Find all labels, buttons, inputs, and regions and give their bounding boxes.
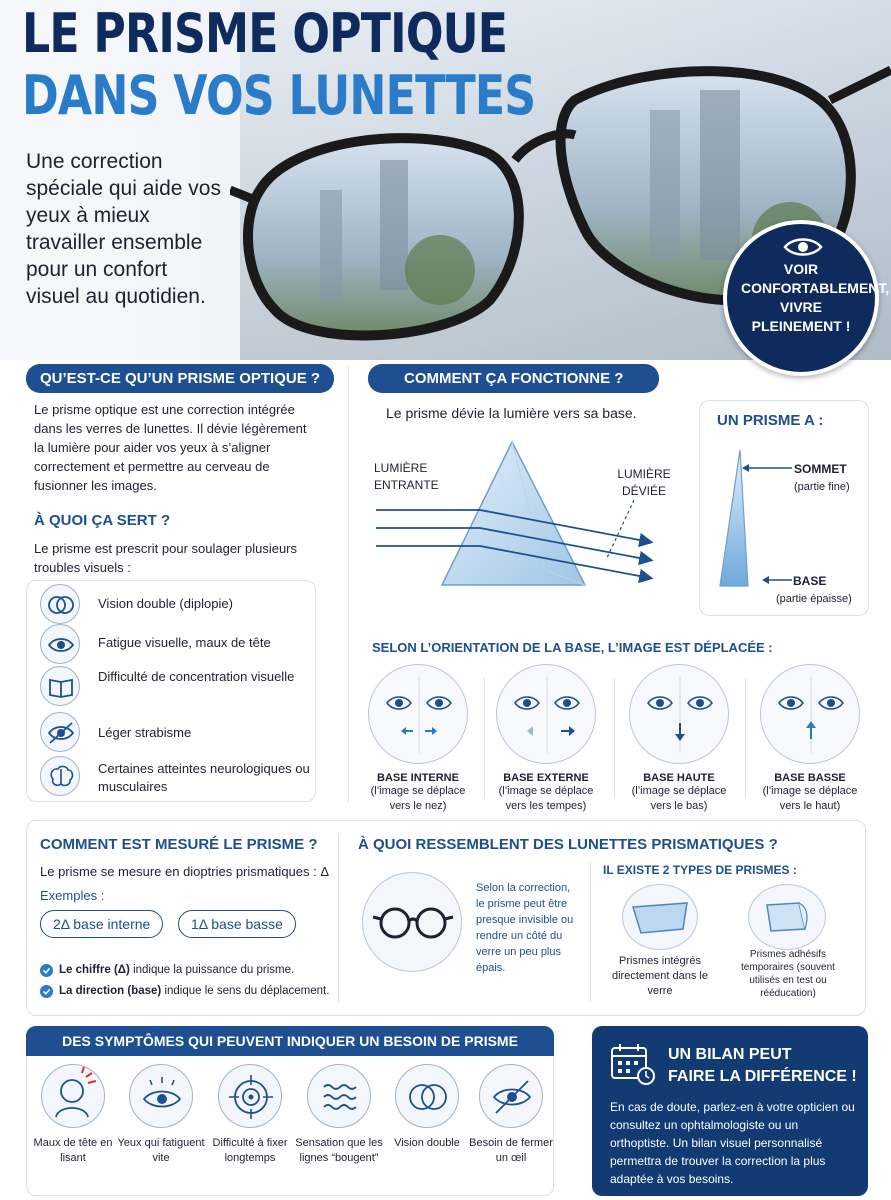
- calendar-icon: [610, 1042, 656, 1086]
- type1-label: Prismes intégrés directement dans le verre: [612, 955, 708, 997]
- prism-parts-title: UN PRISME A :: [717, 412, 824, 429]
- tired-eye-icon: [129, 1064, 193, 1128]
- base-sublabel: (partie épaisse): [776, 593, 852, 605]
- prism-diagram: [370, 430, 670, 600]
- use-intro: Le prisme est prescrit pour soulager plusieurs troubles visuels :: [34, 541, 298, 575]
- check-icon: [40, 985, 53, 998]
- orientation-title: BASE EXTERNE: [503, 772, 589, 784]
- type2-label: Prismes adhésifs temporaires (souvent utilisés en test ou rééducation): [741, 949, 835, 999]
- orientation-title: BASE INTERNE: [377, 772, 459, 784]
- column-divider: [348, 366, 349, 802]
- how-heading: COMMENT ÇA FONCTIONNE ?: [368, 364, 659, 393]
- integrated-prism-icon: [622, 884, 698, 950]
- light-out-label: LUMIÈRE DÉVIÉE: [617, 467, 671, 498]
- brain-icon: [40, 756, 80, 796]
- trouble-label: Certaines atteintes neurologiques ou musculaires: [98, 761, 310, 794]
- trouble-item: [40, 584, 310, 624]
- orientation-item: [758, 664, 862, 814]
- top-sublabel: (partie fine): [794, 481, 850, 493]
- orientation-heading: SELON L’ORIENTATION DE LA BASE, L’IMAGE EST DÉPLACÉE :: [372, 640, 773, 655]
- symptom-item: [294, 1064, 384, 1166]
- double-circle-icon: [395, 1064, 459, 1128]
- eye-icon: [40, 624, 80, 664]
- measure-note-2: [59, 982, 329, 1001]
- what-body: Le prisme optique est une correction intégrée dans les verres de lunettes. Il dévie légèrement la lumière pour aider vos yeux à s’aligner correctement et permettre au cerveau de fusionner les images.: [34, 402, 307, 493]
- crossed-eye-icon: [40, 712, 80, 752]
- adhesive-prism-icon: [748, 884, 826, 950]
- arrow-left-icon: [742, 462, 794, 474]
- symptom-item: [382, 1064, 472, 1151]
- top-label: SOMMET: [794, 462, 847, 476]
- trouble-item: [40, 624, 310, 664]
- example-tag: 2Δ base interne: [40, 910, 163, 938]
- orientation-title: BASE BASSE: [774, 772, 846, 784]
- symptom-item: [205, 1064, 295, 1166]
- light-in-label: LUMIÈRE ENTRANTE: [374, 461, 439, 492]
- eyes-icon: [496, 664, 596, 764]
- title-line-2: DANS VOS LUNETTES: [22, 64, 536, 127]
- looks-desc: Selon la correction, le prisme peut être presque invisible ou rendre un côté du verre un peu plus épais.: [476, 882, 574, 974]
- bilan-card: [592, 1026, 868, 1196]
- orientation-desc: (l’image se déplace vers le haut): [762, 785, 858, 812]
- book-icon: [40, 666, 80, 706]
- looks-heading: À QUOI RESSEMBLENT DES LUNETTES PRISMATIQUES ?: [358, 836, 778, 853]
- measure-intro: Le prisme se mesure en dioptries prismatiques : Δ: [40, 864, 330, 879]
- divider: [484, 678, 485, 798]
- trouble-item: [40, 666, 310, 706]
- note-text: indique le sens du déplacement.: [161, 985, 330, 997]
- divider: [745, 678, 746, 798]
- title-line-1: LE PRISME OPTIQUE: [22, 2, 508, 65]
- symptom-label: Difficulté à fixer longtemps: [212, 1137, 288, 1164]
- orientation-title: BASE HAUTE: [643, 772, 715, 784]
- symptom-item: [28, 1064, 118, 1166]
- trouble-label: Vision double (diplopie): [98, 596, 233, 611]
- eyes-icon: [629, 664, 729, 764]
- symptoms-heading: DES SYMPTÔMES QUI PEUVENT INDIQUER UN BESOIN DE PRISME: [26, 1026, 554, 1056]
- slogan-badge: [723, 220, 890, 376]
- orientation-desc: (l’image se déplace vers le bas): [631, 785, 727, 812]
- base-label: BASE: [793, 574, 827, 588]
- target-icon: [218, 1064, 282, 1128]
- trouble-item: [40, 756, 310, 796]
- round-glasses-icon: [362, 872, 462, 972]
- divider: [338, 834, 339, 1002]
- trouble-item: [40, 712, 310, 752]
- eye-icon: [783, 236, 823, 258]
- bilan-title-1: UN BILAN PEUT: [668, 1046, 792, 1063]
- note-bold: La direction (base): [59, 985, 162, 997]
- divider: [614, 678, 615, 798]
- use-heading: À QUOI ÇA SERT ?: [34, 512, 171, 529]
- examples-label: Exemples :: [40, 888, 105, 903]
- symptom-item: [466, 1064, 556, 1166]
- orientation-item: [366, 664, 470, 814]
- symptom-item: [116, 1064, 206, 1166]
- symptom-label: Vision double: [394, 1137, 460, 1149]
- measure-note-1: [59, 961, 294, 980]
- symptom-label: Maux de tête en lisant: [33, 1137, 113, 1164]
- eyes-icon: [760, 664, 860, 764]
- symptom-label: Besoin de fermer un œil: [469, 1137, 553, 1164]
- trouble-label: Difficulté de concentration visuelle: [98, 669, 295, 684]
- orientation-desc: (l’image se déplace vers les tempes): [498, 785, 594, 812]
- eyes-icon: [368, 664, 468, 764]
- what-heading: QU’EST-CE QU’UN PRISME OPTIQUE ?: [26, 364, 334, 393]
- orientation-item: [627, 664, 731, 814]
- hero-subtitle: Une correction spéciale qui aide vos yeux à mieux travailler ensemble pour un confort visuel au quotidien.: [26, 150, 221, 308]
- closed-eye-icon: [479, 1064, 543, 1128]
- double-circle-icon: [40, 584, 80, 624]
- how-intro: Le prisme dévie la lumière vers sa base.: [386, 405, 637, 421]
- note-text: indique la puissance du prisme.: [129, 964, 295, 976]
- note-bold: Le chiffre (Δ): [59, 964, 130, 976]
- symptom-label: Yeux qui fatiguent vite: [117, 1137, 205, 1164]
- example-tag: 1Δ base basse: [178, 910, 296, 938]
- divider: [590, 862, 591, 1002]
- arrow-left-icon: [762, 574, 794, 586]
- headache-icon: [41, 1064, 105, 1128]
- badge-text: VOIR CONFORTABLEMENT, VIVRE PLEINEMENT !: [741, 261, 890, 334]
- orientation-desc: (l’image se déplace vers le nez): [370, 785, 466, 812]
- bilan-title-2: FAIRE LA DIFFÉRENCE !: [668, 1068, 857, 1085]
- measure-heading: COMMENT EST MESURÉ LE PRISME ?: [40, 836, 318, 853]
- types-heading: IL EXISTE 2 TYPES DE PRISMES :: [603, 863, 797, 877]
- trouble-label: Fatigue visuelle, maux de tête: [98, 635, 271, 650]
- symptom-label: Sensation que les lignes “bougent”: [295, 1137, 383, 1164]
- bilan-body: En cas de doute, parlez-en à votre opticien ou consultez un ophtalmologiste ou un orthoptiste. Un bilan visuel personnalisé permettra de trouver la correction la plus adaptée à vos besoins.: [610, 1100, 855, 1186]
- check-icon: [40, 964, 53, 977]
- trouble-label: Léger strabisme: [98, 725, 192, 740]
- orientation-item: [494, 664, 598, 814]
- wavy-lines-icon: [307, 1064, 371, 1128]
